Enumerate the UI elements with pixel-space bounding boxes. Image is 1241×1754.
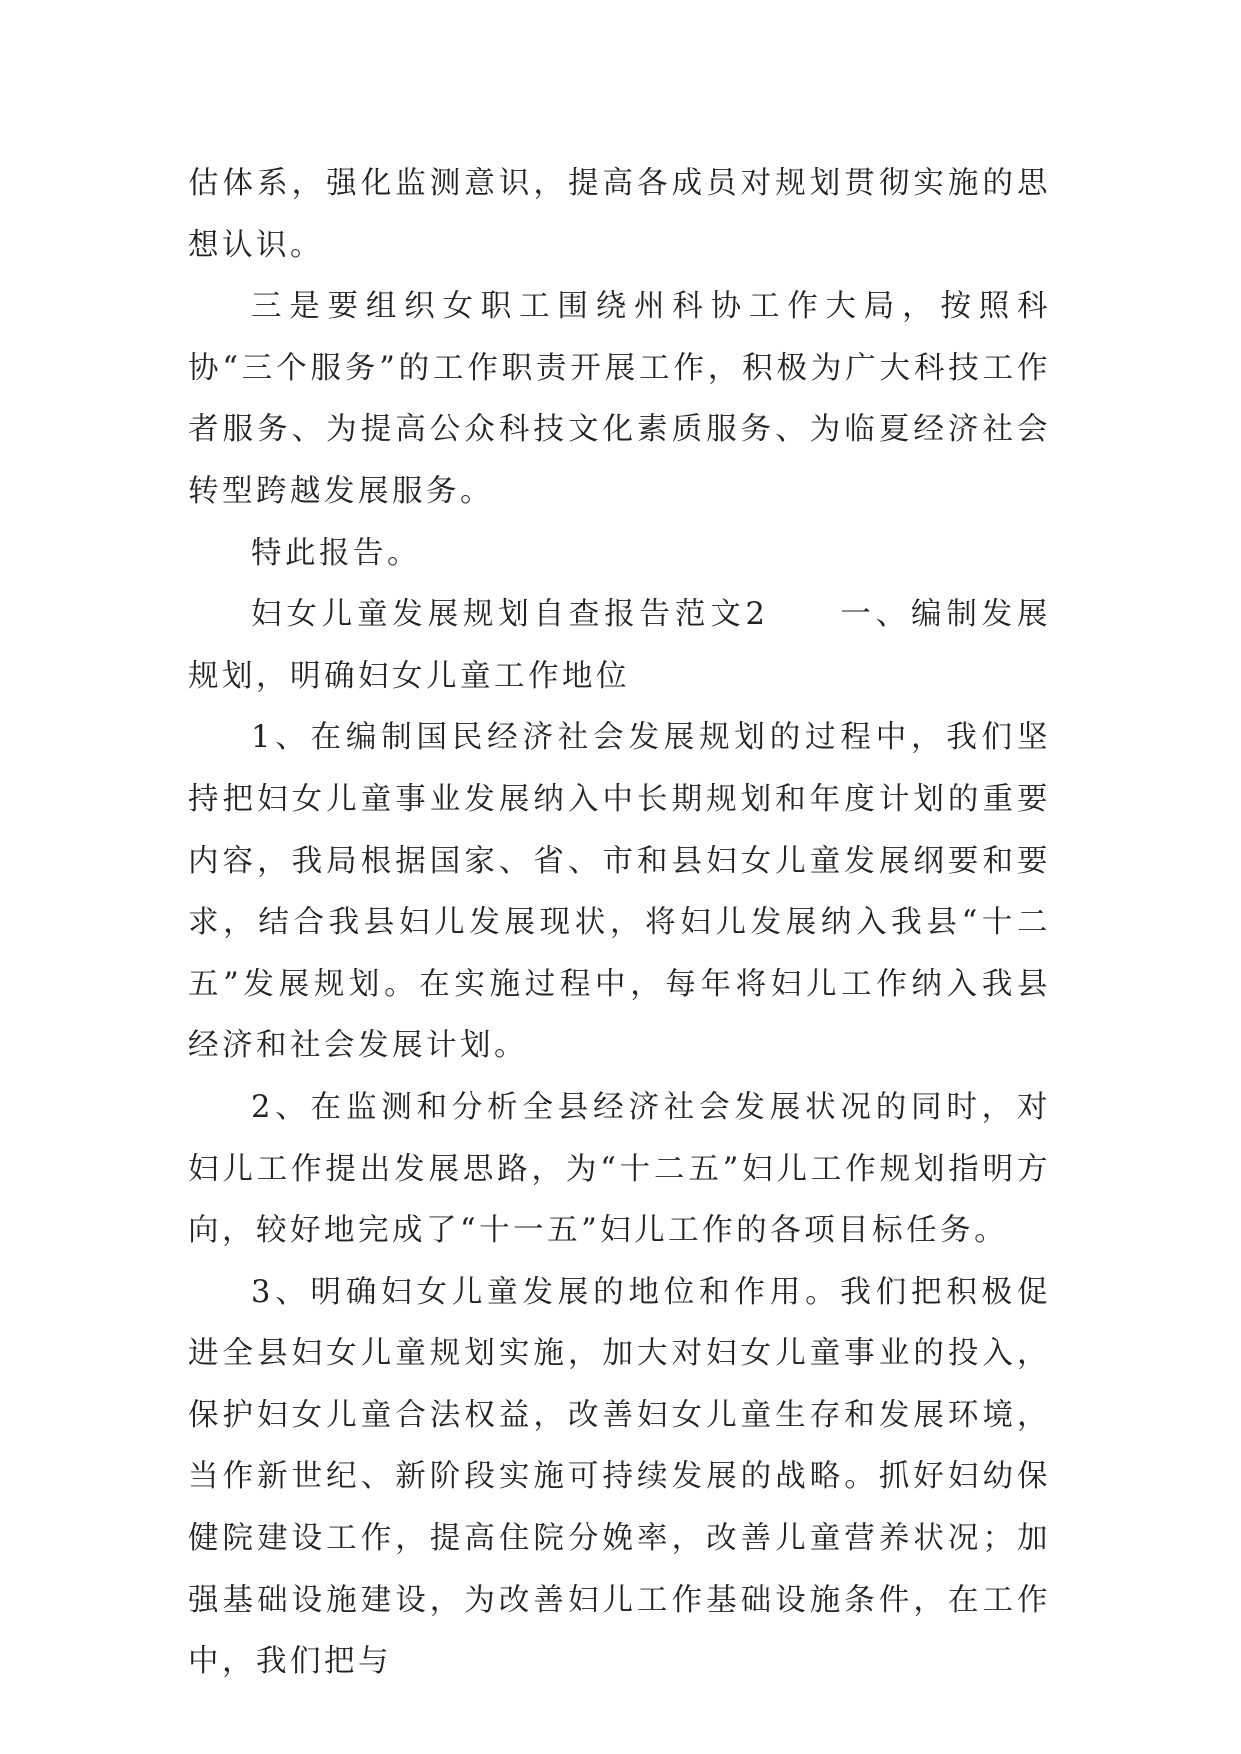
paragraph-section-heading: 妇女儿童发展规划自查报告范文2 一、编制发展规划，明确妇女儿童工作地位 — [188, 597, 1051, 694]
paragraph-point-three: 三是要组织女职工围绕州科协工作大局，按照科协“三个服务”的工作职责开展工作，积极为广大科技工作者服务、为提高公众科技文化素质服务、为临夏经济社会转型跨越发展服务。 — [188, 289, 1051, 509]
paragraph-item-2: 2、在监测和分析全县经济社会发展状况的同时，对妇儿工作提出发展思路，为“十二五”妇儿工作规划指明方向，较好地完成了“十一五”妇儿工作的各项目标任务。 — [188, 1089, 1051, 1249]
paragraph-item-1: 1、在编制国民经济社会发展规划的过程中，我们坚持把妇女儿童事业发展纳入中长期规划和年度计划的重要内容，我局根据国家、省、市和县妇女儿童发展纲要和要求，结合我县妇儿发展现状，将妇儿发展纳入我县“十二五”发展规划。在实施过程中，每年将妇儿工作纳入我县经济和社会发展计划。 — [188, 720, 1051, 1064]
document-body — [188, 153, 1051, 1693]
paragraph-closing: 特此报告。 — [251, 535, 421, 571]
paragraph-item-3: 3、明确妇女儿童发展的地位和作用。我们把积极促进全县妇女儿童规划实施，加大对妇女儿童事业的投入，保护妇女儿童合法权益，改善妇女儿童生存和发展环境，当作新世纪、新阶段实施可持续发展的战略。抓好妇幼保健院建设工作，提高住院分娩率，改善儿童营养状况；加强基础设施建设，为改善妇儿工作基础设施条件，在工作中，我们把与 — [188, 1274, 1051, 1680]
paragraph-continuation: 估体系，强化监测意识，提高各成员对规划贯彻实施的思想认识。 — [188, 166, 1051, 263]
